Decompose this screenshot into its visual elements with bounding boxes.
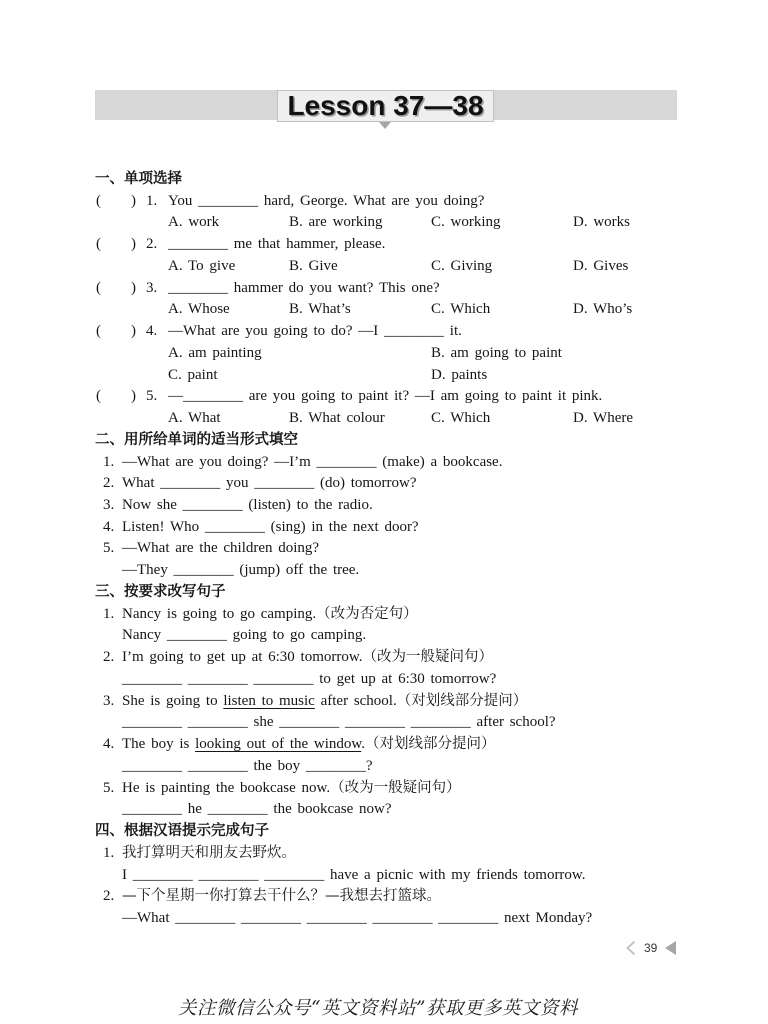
underlined-phrase: listen to music bbox=[223, 692, 315, 709]
options-row bbox=[95, 343, 685, 365]
question-2 bbox=[95, 234, 685, 256]
question-text: ________ me that hammer, please. bbox=[168, 236, 386, 253]
answer-line: Nancy ________ going to go camping. bbox=[122, 627, 367, 644]
instruction-text: （对划线部分提问） bbox=[365, 736, 496, 753]
question-number: 4. bbox=[146, 323, 158, 340]
option-d: D. paints bbox=[431, 366, 488, 383]
fill-item-5 bbox=[95, 538, 685, 560]
item-sentence bbox=[122, 604, 418, 626]
item-number: 1. bbox=[103, 453, 115, 470]
question-text: —________ are you going to paint it? —I am going to paint it pink. bbox=[168, 388, 603, 405]
option-d: D. Gives bbox=[573, 257, 629, 274]
triangle-left-icon bbox=[665, 941, 676, 955]
option-a: A. work bbox=[168, 214, 220, 231]
item-number: 1. bbox=[103, 605, 115, 622]
item-number: 4. bbox=[103, 736, 115, 753]
bracket-open: ( bbox=[96, 192, 101, 209]
item-number: 3. bbox=[103, 692, 115, 709]
item-number: 2. bbox=[103, 888, 115, 905]
exercise-content bbox=[95, 169, 685, 930]
question-text: ________ hammer do you want? This one? bbox=[168, 279, 440, 296]
bracket-close: ) bbox=[131, 279, 136, 296]
option-d: D. Who’s bbox=[573, 301, 633, 318]
section-heading-rewrite: 三、按要求改写句子 bbox=[95, 583, 226, 600]
rewrite-answer-3 bbox=[95, 712, 685, 734]
translate-item-1 bbox=[95, 843, 685, 865]
item-text: —They ________ (jump) off the tree. bbox=[122, 562, 360, 579]
item-sentence bbox=[122, 647, 493, 669]
item-text: —What are you doing? —I’m ________ (make) a bookcase. bbox=[122, 453, 503, 470]
chevron-left-icon bbox=[625, 940, 636, 956]
bracket-close: ) bbox=[131, 388, 136, 405]
question-number: 3. bbox=[146, 279, 158, 296]
section-heading-word-forms: 二、用所给单词的适当形式填空 bbox=[95, 431, 298, 448]
fill-item-4 bbox=[95, 517, 685, 539]
question-number: 5. bbox=[146, 388, 158, 405]
option-b: B. am going to paint bbox=[431, 344, 562, 361]
question-4 bbox=[95, 321, 685, 343]
fill-item-2 bbox=[95, 473, 685, 495]
instruction-text: （改为否定句） bbox=[316, 605, 418, 622]
item-text: —What are the children doing? bbox=[122, 540, 320, 557]
item-text: Now she ________ (listen) to the radio. bbox=[122, 497, 373, 514]
answer-line: ________ ________ she ________ ________ ________ after school? bbox=[122, 714, 556, 731]
item-text: What ________ you ________ (do) tomorrow? bbox=[122, 475, 417, 492]
item-sentence bbox=[122, 734, 496, 756]
answer-line: —What ________ ________ ________ ________ ________ next Monday? bbox=[122, 909, 593, 926]
instruction-text: （改为一般疑问句） bbox=[330, 779, 461, 796]
option-a: A. What bbox=[168, 410, 221, 427]
option-c: C. Giving bbox=[431, 257, 493, 274]
rewrite-answer-1 bbox=[95, 625, 685, 647]
item-sentence bbox=[122, 691, 527, 713]
fill-item-3 bbox=[95, 495, 685, 517]
answer-bracket bbox=[96, 386, 136, 408]
item-number: 3. bbox=[103, 497, 115, 514]
answer-line: ________ ________ the boy ________? bbox=[122, 757, 373, 774]
option-a: A. am painting bbox=[168, 344, 262, 361]
item-number: 1. bbox=[103, 844, 115, 861]
option-d: D. Where bbox=[573, 410, 634, 427]
chinese-prompt: 我打算明天和朋友去野炊。 bbox=[122, 844, 296, 861]
options-row bbox=[95, 256, 685, 278]
underlined-phrase: looking out of the window bbox=[195, 736, 362, 753]
options-row bbox=[95, 299, 685, 321]
answer-bracket bbox=[96, 278, 136, 300]
option-a: A. Whose bbox=[168, 301, 230, 318]
options-row bbox=[95, 408, 685, 430]
rewrite-answer-5 bbox=[95, 799, 685, 821]
page-number-marker bbox=[625, 940, 676, 956]
answer-bracket bbox=[96, 191, 136, 213]
option-b: B. What colour bbox=[289, 410, 385, 427]
item-number: 5. bbox=[103, 540, 115, 557]
rewrite-item-1 bbox=[95, 604, 685, 626]
options-row bbox=[95, 212, 685, 234]
option-d: D. works bbox=[573, 214, 630, 231]
sentence-text: I’m going to get up at 6:30 tomorrow. bbox=[122, 649, 363, 666]
option-c: C. Which bbox=[431, 410, 491, 427]
bracket-open: ( bbox=[96, 236, 101, 253]
rewrite-item-4 bbox=[95, 734, 685, 756]
option-b: B. What’s bbox=[289, 301, 351, 318]
item-text: Listen! Who ________ (sing) in the next door? bbox=[122, 518, 419, 535]
translate-answer-1 bbox=[95, 865, 685, 887]
title-pointer bbox=[379, 122, 391, 129]
bracket-open: ( bbox=[96, 323, 101, 340]
question-text: —What are you going to do? —I ________ it. bbox=[168, 323, 462, 340]
rewrite-answer-4 bbox=[95, 756, 685, 778]
answer-bracket bbox=[96, 321, 136, 343]
option-b: B. Give bbox=[289, 257, 338, 274]
option-c: C. Which bbox=[431, 301, 491, 318]
bracket-open: ( bbox=[96, 279, 101, 296]
sentence-before: She is going to bbox=[122, 692, 224, 709]
section-heading-multiple-choice: 一、单项选择 bbox=[95, 171, 182, 187]
fill-item-1 bbox=[95, 452, 685, 474]
bracket-close: ) bbox=[131, 323, 136, 340]
chinese-prompt: —下个星期一你打算去干什么？—我想去打篮球。 bbox=[122, 888, 441, 905]
fill-item-5-continuation bbox=[95, 560, 685, 582]
answer-bracket bbox=[96, 234, 136, 256]
page-number: 39 bbox=[644, 941, 658, 955]
bracket-close: ) bbox=[131, 192, 136, 209]
bracket-close: ) bbox=[131, 236, 136, 253]
sentence-before: The boy is bbox=[122, 736, 196, 753]
answer-line: ________ he ________ the bookcase now? bbox=[122, 801, 392, 818]
instruction-text: （对划线部分提问） bbox=[396, 692, 528, 709]
rewrite-item-3 bbox=[95, 691, 685, 713]
rewrite-item-2 bbox=[95, 647, 685, 669]
option-c: C. working bbox=[431, 214, 501, 231]
instruction-text: （改为一般疑问句） bbox=[362, 649, 493, 666]
question-number: 1. bbox=[146, 192, 158, 209]
item-number: 2. bbox=[103, 475, 115, 492]
option-b: B. are working bbox=[289, 214, 383, 231]
translate-answer-2 bbox=[95, 908, 685, 930]
lesson-title: Lesson 37—38 bbox=[287, 90, 484, 121]
section-heading-translation: 四、根据汉语提示完成句子 bbox=[95, 823, 269, 840]
item-sentence bbox=[122, 778, 461, 800]
item-number: 2. bbox=[103, 649, 115, 666]
rewrite-item-5 bbox=[95, 778, 685, 800]
question-text: You ________ hard, George. What are you doing? bbox=[168, 192, 485, 209]
question-5 bbox=[95, 386, 685, 408]
sentence-after: after school. bbox=[314, 692, 397, 709]
answer-line: ________ ________ ________ to get up at 6:30 tomorrow? bbox=[122, 670, 497, 687]
item-number: 4. bbox=[103, 518, 115, 535]
translate-item-2 bbox=[95, 886, 685, 908]
title-box bbox=[277, 90, 494, 122]
answer-line: I ________ ________ ________ have a picnic with my friends tomorrow. bbox=[122, 866, 586, 883]
sentence-after: . bbox=[361, 736, 366, 753]
question-3 bbox=[95, 278, 685, 300]
options-row bbox=[95, 365, 685, 387]
option-a: A. To give bbox=[168, 257, 236, 274]
question-number: 2. bbox=[146, 236, 158, 253]
sentence-text: Nancy is going to go camping. bbox=[122, 605, 317, 622]
footer-watermark: 关注微信公众号“英文资料站”获取更多英文资料 bbox=[178, 998, 578, 1019]
question-1 bbox=[95, 191, 685, 213]
rewrite-answer-2 bbox=[95, 669, 685, 691]
option-c: C. paint bbox=[168, 366, 218, 383]
bracket-open: ( bbox=[96, 388, 101, 405]
sentence-text: He is painting the bookcase now. bbox=[122, 779, 331, 796]
item-number: 5. bbox=[103, 779, 115, 796]
